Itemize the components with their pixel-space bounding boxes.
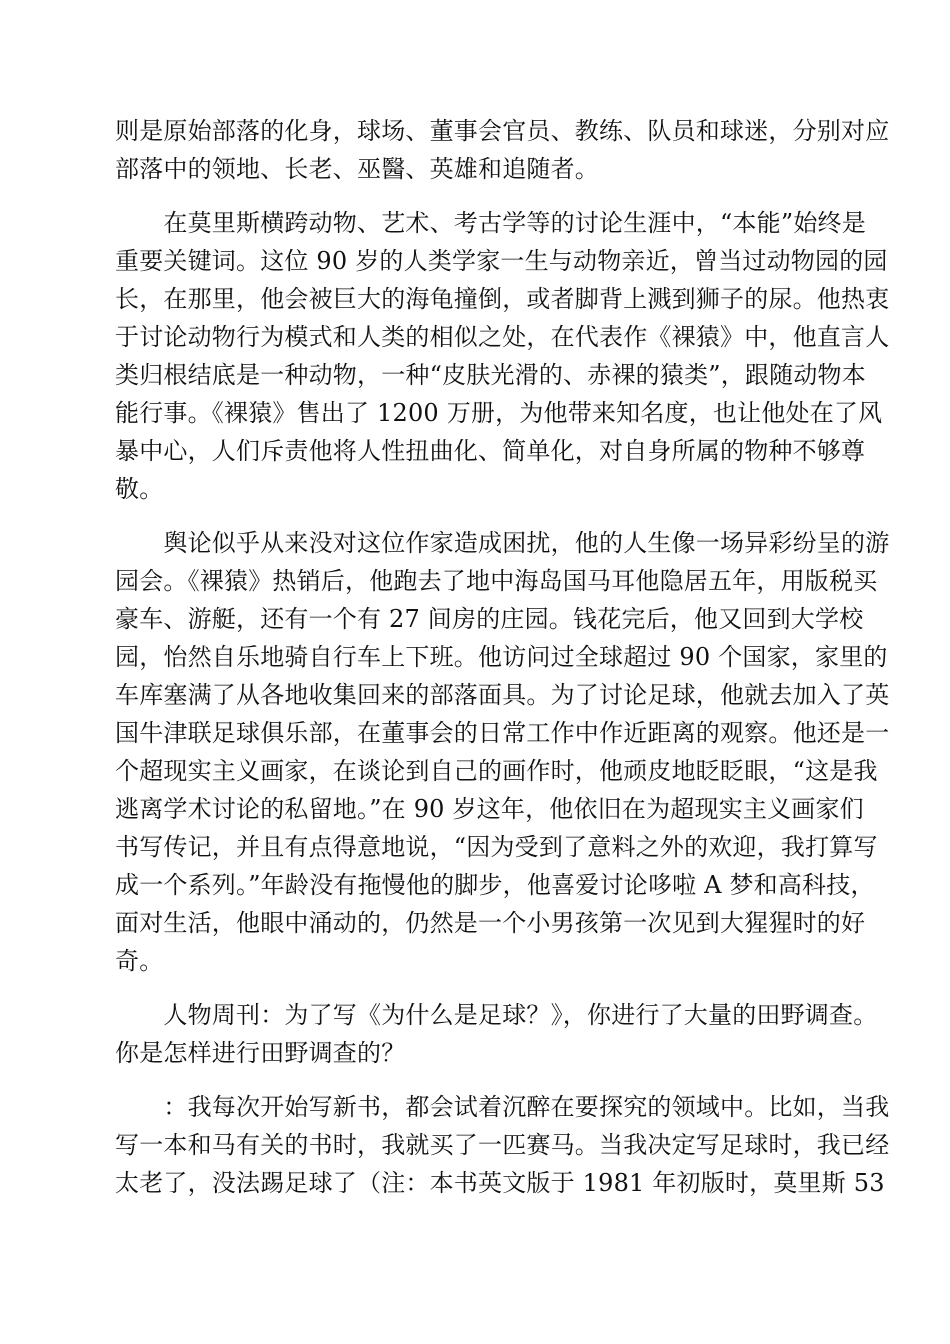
- text-line: 园会。《裸猿》热销后，他跑去了地中海岛国马耳他隐居五年，用版税买: [115, 567, 878, 595]
- text-line: 写一本和马有关的书时，我就买了一匹赛马。当我决定写足球时，我已经: [115, 1131, 890, 1159]
- paragraph-1: [115, 112, 890, 188]
- text-line: 面对生活，他眼中涌动的，仍然是一个小男孩第一次见到大猩猩时的好: [115, 909, 866, 937]
- text-line: 长，在那里，他会被巨大的海龟撞倒，或者脚背上溅到狮子的尿。他热衷: [115, 285, 890, 313]
- text-line: 国牛津联足球俱乐部，在董事会的日常工作中作近距离的观察。他还是一: [115, 719, 890, 747]
- text-line: 个超现实主义画家，在谈论到自己的画作时，他顽皮地眨眨眼，“这是我: [115, 757, 878, 785]
- text-line: 舆论似乎从来没对这位作家造成困扰，他的人生像一场异彩纷呈的游: [115, 529, 890, 557]
- paragraph-3: [115, 524, 890, 980]
- text-line: 成一个系列。”年龄没有拖慢他的脚步，他喜爱讨论哆啦 A 梦和高科技，: [115, 871, 875, 899]
- text-line: 奇。: [115, 947, 164, 975]
- text-line: 你是怎样进行田野调查的？: [115, 1039, 406, 1067]
- text-line: 部落中的领地、长老、巫醫、英雄和追随者。: [115, 155, 599, 183]
- text-line: 敬。: [115, 475, 164, 503]
- text-line: 豪车、游艇，还有一个有 27 间房的庄园。钱花完后，他又回到大学校: [115, 605, 864, 633]
- text-line: 类归根结底是一种动物，一种“皮肤光滑的、赤裸的猿类”，跟随动物本: [115, 361, 866, 389]
- text-line: 在莫里斯横跨动物、艺术、考古学等的讨论生涯中，“本能”始终是: [115, 209, 866, 237]
- text-line: ：我每次开始写新书，都会试着沉醉在要探究的领域中。比如，当我: [115, 1093, 890, 1121]
- paragraph-4: [115, 996, 878, 1072]
- text-line: 车库塞满了从各地收集回来的部落面具。为了讨论足球，他就去加入了英: [115, 681, 890, 709]
- text-line: 人物周刊：为了写《为什么是足球？》，你进行了大量的田野调查。: [115, 1001, 878, 1029]
- document-body: [115, 112, 890, 1202]
- paragraph-2: [115, 204, 890, 508]
- text-line: 逃离学术讨论的私留地。”在 90 岁这年，他依旧在为超现实主义画家们: [115, 795, 864, 823]
- text-line: 太老了，没法踢足球了（注：本书英文版于 1981 年初版时，莫里斯 53: [115, 1169, 885, 1197]
- text-line: 则是原始部落的化身，球场、董事会官员、教练、队员和球迷，分别对应: [115, 117, 890, 145]
- text-line: 重要关键词。这位 90 岁的人类学家一生与动物亲近，曾当过动物园的园: [115, 247, 888, 275]
- text-line: 能行事。《裸猿》售出了 1200 万册，为他带来知名度，也让他处在了风: [115, 399, 883, 427]
- text-line: 园，怡然自乐地骑自行车上下班。他访问过全球超过 90 个国家，家里的: [115, 643, 888, 671]
- text-line: 暴中心，人们斥责他将人性扭曲化、简单化，对自身所属的物种不够尊: [115, 437, 866, 465]
- text-line: 于讨论动物行为模式和人类的相似之处，在代表作《裸猿》中，他直言人: [115, 323, 890, 351]
- paragraph-5: [115, 1088, 890, 1202]
- text-line: 书写传记，并且有点得意地说，“因为受到了意料之外的欢迎，我打算写: [115, 833, 878, 861]
